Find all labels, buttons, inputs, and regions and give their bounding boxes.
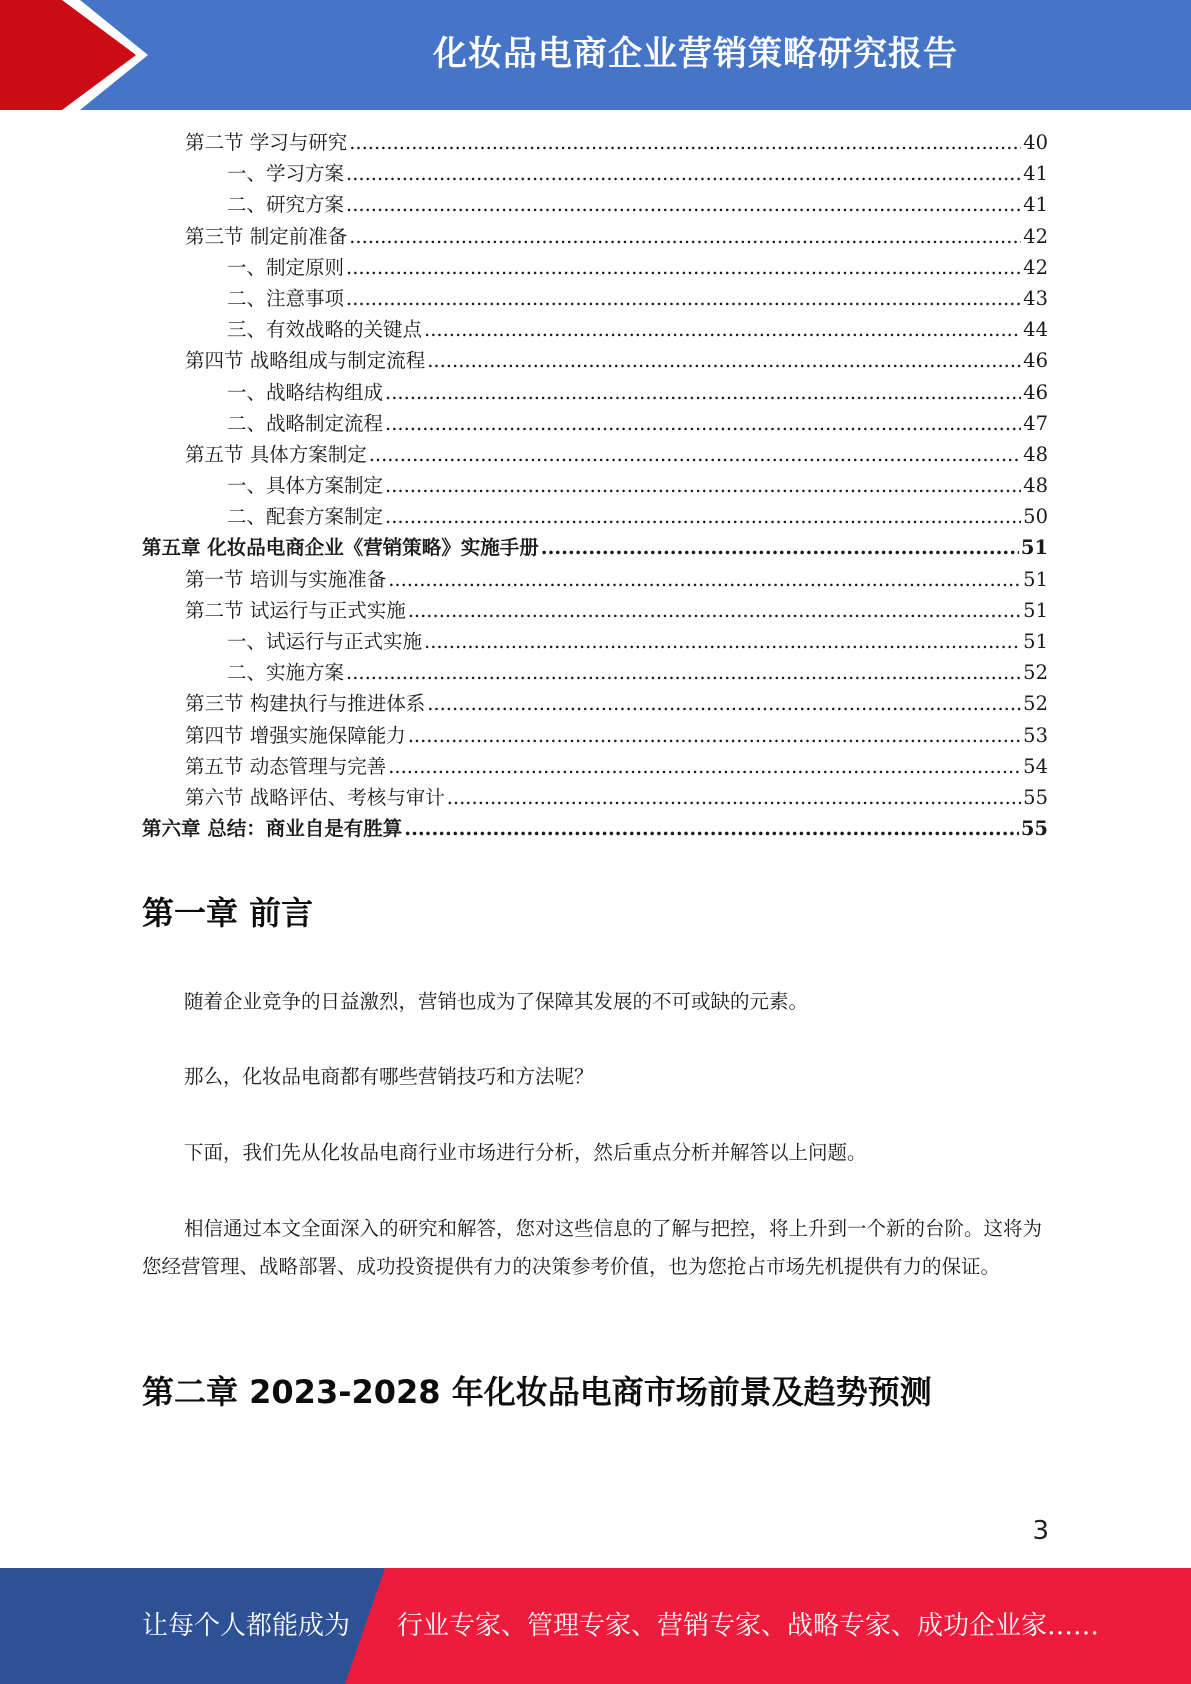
toc-dot-leader [447,782,1021,813]
toc-entry-page: 41 [1023,193,1048,217]
report-title: 化妆品电商企业营销策略研究报告 [433,34,958,74]
toc-entry-title: 第五节 具体方案制定 [185,442,367,466]
toc-entry-page: 53 [1023,723,1048,747]
toc-entry[interactable] [142,688,1048,719]
toc-dot-leader [346,189,1021,220]
toc-entry-page: 51 [1023,598,1048,622]
toc-entry[interactable] [142,501,1048,532]
toc-entry-title: 二、战略制定流程 [227,411,384,435]
toc-entry[interactable] [142,782,1048,813]
chapter-heading-preface: 第一章 前言 [142,894,314,932]
toc-entry[interactable] [142,377,1048,408]
toc-entry-page: 42 [1023,255,1048,279]
toc-entry-title: 一、学习方案 [227,162,345,186]
toc-entry[interactable] [142,720,1048,751]
toc-entry-title: 第二节 试运行与正式实施 [185,598,406,622]
toc-entry-page: 52 [1023,692,1048,716]
toc-entry-title: 第一节 培训与实施准备 [185,567,387,591]
toc-entry-title: 一、战略结构组成 [227,380,384,404]
toc-entry-title: 二、注意事项 [227,286,345,310]
toc-dot-leader [404,813,1019,844]
toc-entry-page: 41 [1023,162,1048,186]
toc-entry-page: 54 [1023,754,1048,778]
toc-entry[interactable] [142,252,1048,283]
toc-entry-page: 43 [1023,286,1048,310]
toc-dot-leader [346,158,1021,189]
toc-entry-title: 二、研究方案 [227,193,345,217]
toc-entry-page: 40 [1023,131,1048,154]
toc-dot-leader [427,688,1021,719]
toc-entry-page: 51 [1020,536,1048,560]
toc-entry-title: 第六节 战略评估、考核与审计 [185,785,445,809]
footer-slogan-left: 让每个人都能成为 [142,1611,351,1641]
toc-entry-page: 44 [1023,318,1048,342]
preface-paragraph-3: 下面，我们先从化妆品电商行业市场进行分析，然后重点分析并解答以上问题。 [184,1141,867,1164]
toc-dot-leader [346,252,1021,283]
chapter-heading-market-forecast: 第二章 2023-2028 年化妆品电商市场前景及趋势预测 [142,1373,932,1411]
toc-entry-title: 二、配套方案制定 [227,505,384,529]
toc-entry-title: 第三节 构建执行与推进体系 [185,692,426,716]
toc-entry[interactable] [142,657,1048,688]
toc-entry[interactable] [142,751,1048,782]
toc-entry-page: 48 [1023,442,1048,466]
toc-dot-leader [346,657,1021,688]
preface-paragraph-2: 那么，化妆品电商都有哪些营销技巧和方法呢？ [184,1065,594,1088]
toc-entry[interactable] [142,158,1048,189]
footer-slogan-right: 行业专家、管理专家、营销专家、战略专家、成功企业家…… [397,1611,1100,1641]
toc-entry-page: 51 [1023,567,1048,591]
toc-entry[interactable] [142,532,1048,563]
toc-entry[interactable] [142,283,1048,314]
toc-dot-leader [349,127,1021,158]
header-banner [0,0,1191,110]
toc-entry-title: 三、有效战略的关键点 [227,318,423,342]
toc-dot-leader [541,532,1019,563]
header-chevron-decoration [0,0,160,110]
toc-dot-leader [349,221,1021,252]
toc-entry[interactable] [142,626,1048,657]
toc-entry[interactable] [142,813,1048,844]
toc-entry-title: 一、具体方案制定 [227,474,384,498]
toc-entry-title: 第五章 化妆品电商企业《营销策略》实施手册 [142,536,539,560]
toc-entry-page: 47 [1023,411,1048,435]
toc-entry-title: 第二节 学习与研究 [185,131,348,154]
toc-entry[interactable] [142,189,1048,220]
toc-dot-leader [424,626,1021,657]
toc-entry-page: 46 [1023,380,1048,404]
toc-entry-page: 50 [1023,505,1048,529]
toc-entry-title: 二、实施方案 [227,661,345,685]
toc-dot-leader [424,314,1021,345]
toc-entry-title: 第四节 增强实施保障能力 [185,723,406,747]
toc-entry-title: 一、制定原则 [227,255,345,279]
footer-banner [0,1568,1191,1684]
toc-dot-leader [385,470,1021,501]
toc-entry-page: 52 [1023,661,1048,685]
toc-dot-leader [408,720,1021,751]
toc-dot-leader [408,595,1021,626]
toc-entry[interactable] [142,564,1048,595]
toc-dot-leader [427,345,1021,376]
page-number: 3 [1032,1516,1049,1546]
toc-dot-leader [388,751,1021,782]
toc-entry-title: 第六章 总结：商业自是有胜算 [142,817,403,841]
toc-entry[interactable] [142,439,1048,470]
toc-dot-leader [385,408,1021,439]
toc-entry-title: 第四节 战略组成与制定流程 [185,349,426,373]
toc-entry[interactable] [142,127,1048,158]
toc-entry[interactable] [142,595,1048,626]
toc-entry[interactable] [142,221,1048,252]
toc-entry[interactable] [142,408,1048,439]
toc-entry-title: 一、试运行与正式实施 [227,630,423,653]
preface-paragraph-4: 相信通过本文全面深入的研究和解答，您对这些信息的了解与把控，将上升到一个新的台阶。这将为您经营管理、战略部署、成功投资提供有力的决策参考价值，也为您抢占市场先机提供有力的保证。 [142,1217,1043,1278]
toc-entry-page: 48 [1023,474,1048,498]
table-of-contents [142,127,1048,844]
toc-dot-leader [385,377,1021,408]
toc-dot-leader [385,501,1021,532]
toc-entry[interactable] [142,314,1048,345]
toc-entry-page: 51 [1023,630,1048,653]
toc-entry[interactable] [142,345,1048,376]
preface-paragraph-1: 随着企业竞争的日益激烈，营销也成为了保障其发展的不可或缺的元素。 [184,990,809,1013]
toc-dot-leader [346,283,1021,314]
toc-dot-leader [369,439,1021,470]
toc-entry-page: 55 [1023,785,1048,809]
toc-dot-leader [388,564,1021,595]
toc-entry[interactable] [142,470,1048,501]
toc-entry-title: 第五节 动态管理与完善 [185,754,387,778]
toc-entry-title: 第三节 制定前准备 [185,224,348,248]
toc-entry-page: 46 [1023,349,1048,373]
toc-entry-page: 55 [1020,817,1048,841]
toc-entry-page: 42 [1023,224,1048,248]
